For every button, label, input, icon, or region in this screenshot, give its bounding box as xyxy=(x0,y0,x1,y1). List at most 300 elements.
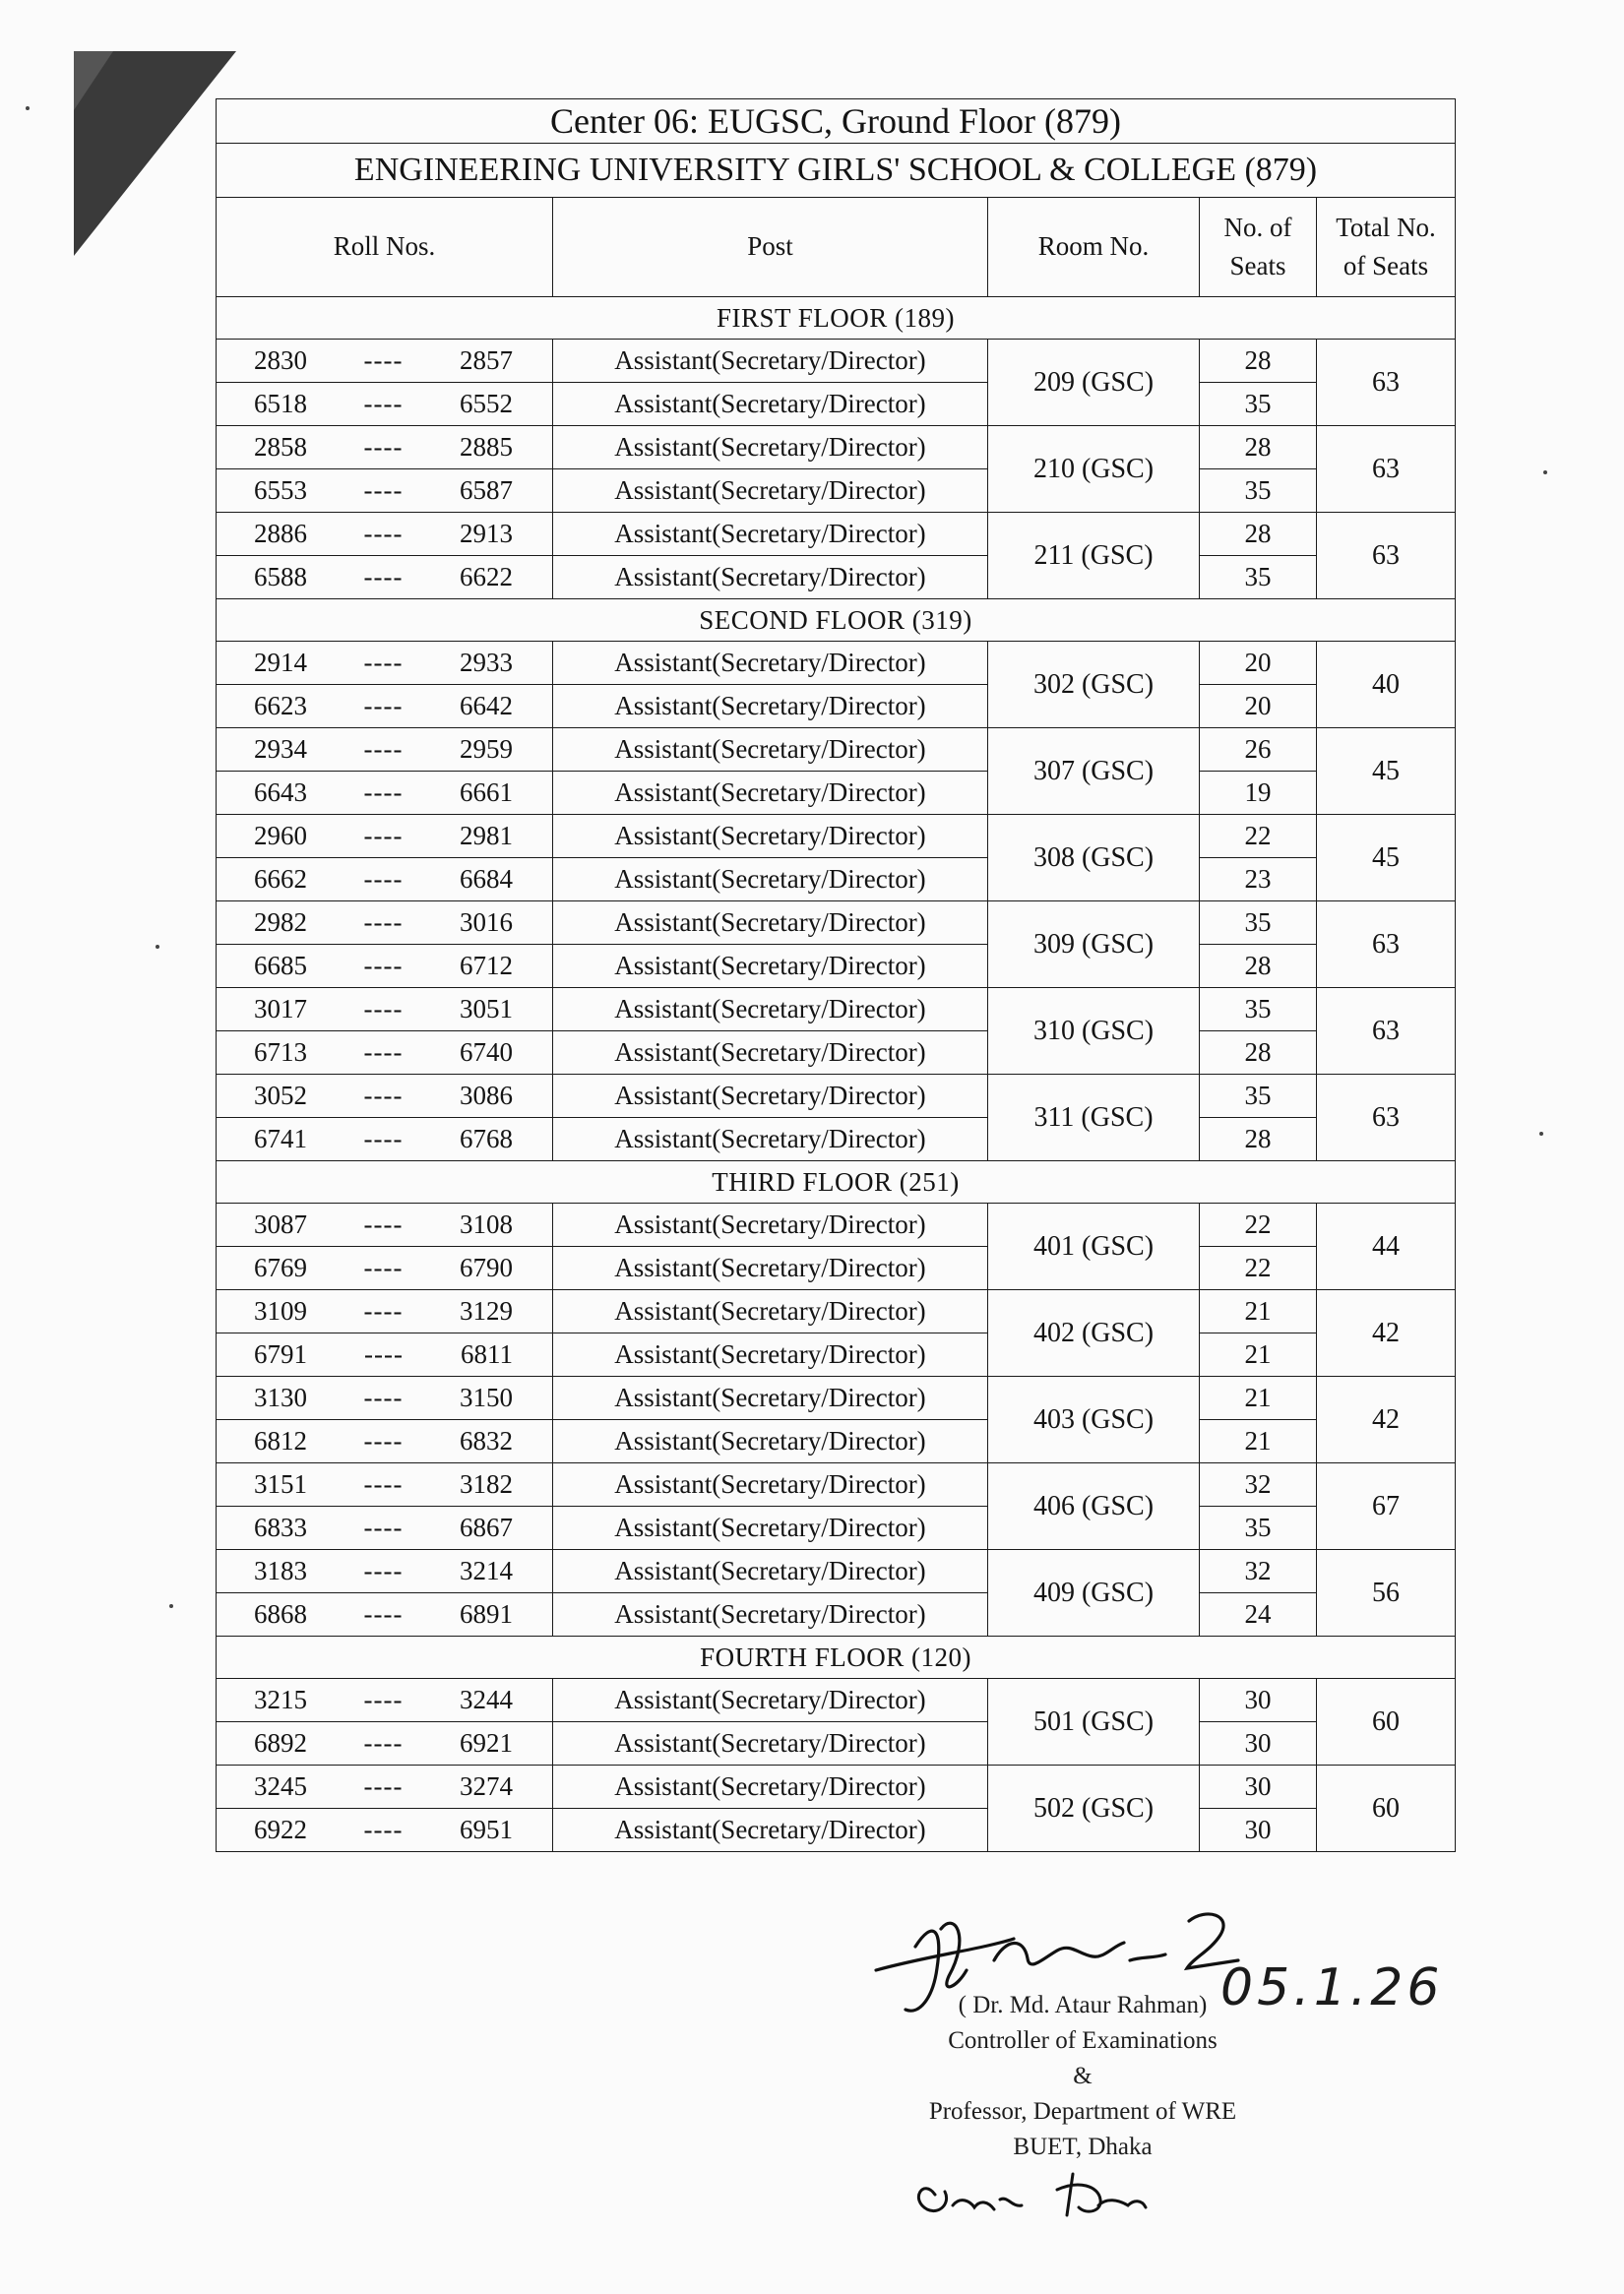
scan-corner-shadow xyxy=(74,51,236,256)
room-number-cell: 501 (GSC) xyxy=(988,1679,1200,1766)
header-post: Post xyxy=(553,198,988,297)
seats-cell: 28 xyxy=(1200,513,1317,556)
roll-from: 6623 xyxy=(254,691,307,720)
roll-range xyxy=(217,777,552,808)
header-no-of-seats xyxy=(1200,198,1317,297)
table-row xyxy=(217,556,1456,599)
roll-separator: ---- xyxy=(363,951,404,980)
table-row xyxy=(217,1722,1456,1766)
roll-range-cell xyxy=(217,685,553,728)
post-cell: Assistant(Secretary/Director) xyxy=(553,1722,988,1766)
post-cell: Assistant(Secretary/Director) xyxy=(553,1204,988,1247)
roll-separator: ---- xyxy=(363,907,404,937)
seats-cell: 28 xyxy=(1200,340,1317,383)
roll-separator: ---- xyxy=(363,1815,404,1844)
signatory-name: ( Dr. Md. Ataur Rahman) xyxy=(958,1992,1208,2018)
roll-range-cell xyxy=(217,1809,553,1852)
table-row xyxy=(217,513,1456,556)
roll-range-cell xyxy=(217,815,553,858)
roll-range xyxy=(217,1383,552,1413)
roll-range-cell xyxy=(217,383,553,426)
total-seats-cell: 63 xyxy=(1317,901,1456,988)
floor-heading: FOURTH FLOOR (120) xyxy=(217,1637,1456,1679)
roll-to: 6891 xyxy=(460,1599,513,1629)
post-cell: Assistant(Secretary/Director) xyxy=(553,1766,988,1809)
roll-range-cell xyxy=(217,1333,553,1377)
floor-heading-row xyxy=(217,297,1456,340)
table-row xyxy=(217,1679,1456,1722)
post-cell: Assistant(Secretary/Director) xyxy=(553,1463,988,1507)
roll-range xyxy=(217,907,552,938)
roll-from: 3215 xyxy=(254,1685,307,1714)
seats-cell: 22 xyxy=(1200,1204,1317,1247)
roll-separator: ---- xyxy=(364,1339,404,1369)
roll-separator: ---- xyxy=(363,1253,404,1282)
roll-range-cell xyxy=(217,1204,553,1247)
roll-to: 6552 xyxy=(460,389,513,418)
roll-to: 3016 xyxy=(460,907,513,937)
roll-range-cell xyxy=(217,642,553,685)
roll-range xyxy=(217,1469,552,1500)
seats-cell: 22 xyxy=(1200,1247,1317,1290)
table-row xyxy=(217,426,1456,469)
signatory-ampersand: & xyxy=(1073,2063,1093,2089)
table-row xyxy=(217,1550,1456,1593)
roll-range xyxy=(217,1513,552,1543)
post-cell: Assistant(Secretary/Director) xyxy=(553,901,988,945)
total-seats-cell: 63 xyxy=(1317,426,1456,513)
seats-cell: 32 xyxy=(1200,1463,1317,1507)
table-row xyxy=(217,1247,1456,1290)
roll-range xyxy=(217,734,552,765)
room-number-cell: 310 (GSC) xyxy=(988,988,1200,1075)
roll-range xyxy=(217,1339,552,1370)
center-title: Center 06: EUGSC, Ground Floor (879) xyxy=(217,99,1456,144)
table-row xyxy=(217,1420,1456,1463)
roll-from: 6553 xyxy=(254,475,307,505)
roll-to: 6622 xyxy=(460,562,513,591)
seats-cell: 21 xyxy=(1200,1290,1317,1333)
roll-from: 6812 xyxy=(254,1426,307,1456)
roll-from: 2858 xyxy=(254,432,307,462)
roll-range-cell xyxy=(217,1679,553,1722)
roll-separator: ---- xyxy=(363,1081,404,1110)
roll-separator: ---- xyxy=(363,475,404,505)
scan-speck xyxy=(156,945,159,949)
post-cell: Assistant(Secretary/Director) xyxy=(553,1075,988,1118)
seats-cell: 35 xyxy=(1200,901,1317,945)
table-row xyxy=(217,858,1456,901)
roll-range-cell xyxy=(217,1463,553,1507)
post-cell: Assistant(Secretary/Director) xyxy=(553,685,988,728)
roll-from: 3017 xyxy=(254,994,307,1023)
roll-from: 6588 xyxy=(254,562,307,591)
roll-to: 3129 xyxy=(460,1296,513,1326)
roll-range-cell xyxy=(217,1766,553,1809)
floor-heading-row xyxy=(217,1161,1456,1204)
table-row xyxy=(217,945,1456,988)
table-row xyxy=(217,383,1456,426)
roll-separator: ---- xyxy=(363,1426,404,1456)
roll-from: 3130 xyxy=(254,1383,307,1412)
floor-heading: FIRST FLOOR (189) xyxy=(217,297,1456,340)
total-seats-cell: 40 xyxy=(1317,642,1456,728)
table-row xyxy=(217,1507,1456,1550)
table-row xyxy=(217,1204,1456,1247)
roll-range-cell xyxy=(217,513,553,556)
roll-from: 3151 xyxy=(254,1469,307,1499)
total-seats-cell: 42 xyxy=(1317,1377,1456,1463)
seats-cell: 32 xyxy=(1200,1550,1317,1593)
header-total-seats xyxy=(1317,198,1456,297)
roll-range xyxy=(217,519,552,549)
room-number-cell: 406 (GSC) xyxy=(988,1463,1200,1550)
room-number-cell: 211 (GSC) xyxy=(988,513,1200,599)
roll-to: 6790 xyxy=(460,1253,513,1282)
header-seats-line2: Seats xyxy=(1229,251,1286,280)
seats-cell: 20 xyxy=(1200,685,1317,728)
roll-from: 6833 xyxy=(254,1513,307,1542)
table-row xyxy=(217,728,1456,772)
post-cell: Assistant(Secretary/Director) xyxy=(553,1247,988,1290)
total-seats-cell: 44 xyxy=(1317,1204,1456,1290)
roll-from: 6662 xyxy=(254,864,307,894)
roll-to: 6867 xyxy=(460,1513,513,1542)
roll-separator: ---- xyxy=(363,562,404,591)
post-cell: Assistant(Secretary/Director) xyxy=(553,1031,988,1075)
room-number-cell: 409 (GSC) xyxy=(988,1550,1200,1637)
room-number-cell: 403 (GSC) xyxy=(988,1377,1200,1463)
roll-range xyxy=(217,1815,552,1845)
roll-range xyxy=(217,951,552,981)
total-seats-cell: 60 xyxy=(1317,1679,1456,1766)
roll-from: 3087 xyxy=(254,1209,307,1239)
roll-separator: ---- xyxy=(363,345,404,375)
roll-range-cell xyxy=(217,1118,553,1161)
roll-to: 2885 xyxy=(460,432,513,462)
roll-to: 6951 xyxy=(460,1815,513,1844)
total-seats-cell: 63 xyxy=(1317,513,1456,599)
roll-to: 3108 xyxy=(460,1209,513,1239)
post-cell: Assistant(Secretary/Director) xyxy=(553,1507,988,1550)
seats-cell: 21 xyxy=(1200,1420,1317,1463)
roll-to: 3086 xyxy=(460,1081,513,1110)
roll-from: 2982 xyxy=(254,907,307,937)
roll-range-cell xyxy=(217,1290,553,1333)
roll-range-cell xyxy=(217,1031,553,1075)
seats-cell: 30 xyxy=(1200,1766,1317,1809)
seats-cell: 35 xyxy=(1200,1075,1317,1118)
roll-from: 3109 xyxy=(254,1296,307,1326)
roll-to: 2959 xyxy=(460,734,513,764)
roll-separator: ---- xyxy=(363,519,404,548)
roll-range-cell xyxy=(217,1247,553,1290)
post-cell: Assistant(Secretary/Director) xyxy=(553,858,988,901)
scan-speck xyxy=(26,106,30,110)
post-cell: Assistant(Secretary/Director) xyxy=(553,383,988,426)
seats-cell: 23 xyxy=(1200,858,1317,901)
roll-separator: ---- xyxy=(363,777,404,807)
roll-to: 6684 xyxy=(460,864,513,894)
roll-to: 6740 xyxy=(460,1037,513,1067)
table-row xyxy=(217,1377,1456,1420)
roll-from: 6892 xyxy=(254,1728,307,1758)
scan-speck xyxy=(169,1604,173,1608)
table-row xyxy=(217,1118,1456,1161)
roll-range-cell xyxy=(217,469,553,513)
post-cell: Assistant(Secretary/Director) xyxy=(553,1420,988,1463)
roll-to: 3150 xyxy=(460,1383,513,1412)
header-roll-nos: Roll Nos. xyxy=(217,198,553,297)
post-cell: Assistant(Secretary/Director) xyxy=(553,1809,988,1852)
header-room-no: Room No. xyxy=(988,198,1200,297)
table-row xyxy=(217,469,1456,513)
roll-to: 6642 xyxy=(460,691,513,720)
table-row xyxy=(217,815,1456,858)
roll-range-cell xyxy=(217,858,553,901)
roll-to: 3214 xyxy=(460,1556,513,1585)
roll-to: 6661 xyxy=(460,777,513,807)
seats-cell: 20 xyxy=(1200,642,1317,685)
post-cell: Assistant(Secretary/Director) xyxy=(553,426,988,469)
seats-cell: 35 xyxy=(1200,469,1317,513)
roll-range-cell xyxy=(217,1075,553,1118)
roll-separator: ---- xyxy=(363,994,404,1023)
seats-cell: 35 xyxy=(1200,988,1317,1031)
roll-range xyxy=(217,1209,552,1240)
roll-separator: ---- xyxy=(363,1209,404,1239)
roll-separator: ---- xyxy=(363,1383,404,1412)
roll-range xyxy=(217,1771,552,1802)
room-number-cell: 311 (GSC) xyxy=(988,1075,1200,1161)
roll-separator: ---- xyxy=(363,1513,404,1542)
scan-speck xyxy=(1539,1132,1543,1136)
roll-to: 2981 xyxy=(460,821,513,850)
roll-range xyxy=(217,1556,552,1586)
total-seats-cell: 56 xyxy=(1317,1550,1456,1637)
header-total-line1: Total No. xyxy=(1336,212,1436,242)
signatory-university: BUET, Dhaka xyxy=(1013,2134,1153,2160)
total-seats-cell: 42 xyxy=(1317,1290,1456,1377)
scan-speck xyxy=(1543,470,1547,474)
roll-from: 6741 xyxy=(254,1124,307,1153)
seats-cell: 28 xyxy=(1200,1031,1317,1075)
institution-row xyxy=(217,144,1456,198)
room-number-cell: 402 (GSC) xyxy=(988,1290,1200,1377)
room-number-cell: 307 (GSC) xyxy=(988,728,1200,815)
table-row xyxy=(217,988,1456,1031)
roll-separator: ---- xyxy=(363,1124,404,1153)
roll-from: 6922 xyxy=(254,1815,307,1844)
total-seats-cell: 63 xyxy=(1317,340,1456,426)
roll-to: 2857 xyxy=(460,345,513,375)
roll-separator: ---- xyxy=(363,691,404,720)
table-row xyxy=(217,1766,1456,1809)
table-row xyxy=(217,642,1456,685)
table-row xyxy=(217,1463,1456,1507)
initials-scribble xyxy=(906,2160,1201,2229)
signatory-department: Professor, Department of WRE xyxy=(928,2098,1237,2125)
floor-heading: THIRD FLOOR (251) xyxy=(217,1161,1456,1204)
roll-range xyxy=(217,1728,552,1759)
post-cell: Assistant(Secretary/Director) xyxy=(553,988,988,1031)
header-seats-line1: No. of xyxy=(1223,212,1292,242)
post-cell: Assistant(Secretary/Director) xyxy=(553,1377,988,1420)
total-seats-cell: 60 xyxy=(1317,1766,1456,1852)
post-cell: Assistant(Secretary/Director) xyxy=(553,513,988,556)
signature-date: 05.1.26 xyxy=(1220,1958,1444,2017)
table-row xyxy=(217,1809,1456,1852)
seats-cell: 26 xyxy=(1200,728,1317,772)
roll-separator: ---- xyxy=(363,1685,404,1714)
roll-range xyxy=(217,1124,552,1154)
roll-range-cell xyxy=(217,1377,553,1420)
roll-range xyxy=(217,994,552,1024)
roll-range-cell xyxy=(217,901,553,945)
room-number-cell: 210 (GSC) xyxy=(988,426,1200,513)
seats-cell: 35 xyxy=(1200,383,1317,426)
roll-from: 3052 xyxy=(254,1081,307,1110)
roll-from: 6791 xyxy=(254,1339,307,1369)
roll-separator: ---- xyxy=(363,1037,404,1067)
table-row xyxy=(217,1593,1456,1637)
roll-range xyxy=(217,1685,552,1715)
roll-to: 6587 xyxy=(460,475,513,505)
table-row xyxy=(217,1075,1456,1118)
roll-to: 6921 xyxy=(460,1728,513,1758)
roll-range-cell xyxy=(217,728,553,772)
post-cell: Assistant(Secretary/Director) xyxy=(553,945,988,988)
roll-range xyxy=(217,1081,552,1111)
room-number-cell: 401 (GSC) xyxy=(988,1204,1200,1290)
post-cell: Assistant(Secretary/Director) xyxy=(553,772,988,815)
roll-to: 6768 xyxy=(460,1124,513,1153)
post-cell: Assistant(Secretary/Director) xyxy=(553,1118,988,1161)
total-seats-cell: 63 xyxy=(1317,988,1456,1075)
roll-range-cell xyxy=(217,1593,553,1637)
total-seats-cell: 45 xyxy=(1317,815,1456,901)
post-cell: Assistant(Secretary/Director) xyxy=(553,1593,988,1637)
roll-separator: ---- xyxy=(363,432,404,462)
room-number-cell: 302 (GSC) xyxy=(988,642,1200,728)
seats-cell: 35 xyxy=(1200,556,1317,599)
roll-range xyxy=(217,475,552,506)
seats-cell: 30 xyxy=(1200,1722,1317,1766)
table-row xyxy=(217,1333,1456,1377)
signature-block xyxy=(846,1899,1444,2234)
roll-separator: ---- xyxy=(363,864,404,894)
roll-range xyxy=(217,432,552,463)
roll-range xyxy=(217,1253,552,1283)
roll-from: 6868 xyxy=(254,1599,307,1629)
seats-cell: 35 xyxy=(1200,1507,1317,1550)
seats-cell: 21 xyxy=(1200,1333,1317,1377)
roll-range xyxy=(217,389,552,419)
seat-plan-table xyxy=(216,98,1456,1852)
roll-separator: ---- xyxy=(363,1556,404,1585)
roll-range-cell xyxy=(217,1507,553,1550)
roll-range-cell xyxy=(217,556,553,599)
post-cell: Assistant(Secretary/Director) xyxy=(553,1550,988,1593)
room-number-cell: 502 (GSC) xyxy=(988,1766,1200,1852)
roll-from: 2886 xyxy=(254,519,307,548)
roll-separator: ---- xyxy=(363,648,404,677)
roll-range-cell xyxy=(217,426,553,469)
roll-to: 3244 xyxy=(460,1685,513,1714)
signatory-title: Controller of Examinations xyxy=(948,2027,1218,2054)
seat-plan-body xyxy=(217,99,1456,1852)
roll-range-cell xyxy=(217,772,553,815)
roll-from: 6518 xyxy=(254,389,307,418)
post-cell: Assistant(Secretary/Director) xyxy=(553,1333,988,1377)
post-cell: Assistant(Secretary/Director) xyxy=(553,642,988,685)
room-number-cell: 209 (GSC) xyxy=(988,340,1200,426)
seats-cell: 30 xyxy=(1200,1679,1317,1722)
roll-to: 2913 xyxy=(460,519,513,548)
institution-title: ENGINEERING UNIVERSITY GIRLS' SCHOOL & COLLEGE (879) xyxy=(217,144,1456,198)
roll-from: 6643 xyxy=(254,777,307,807)
roll-from: 6713 xyxy=(254,1037,307,1067)
table-row xyxy=(217,1290,1456,1333)
roll-range-cell xyxy=(217,988,553,1031)
roll-range xyxy=(217,1296,552,1327)
post-cell: Assistant(Secretary/Director) xyxy=(553,1679,988,1722)
seats-cell: 28 xyxy=(1200,426,1317,469)
roll-range-cell xyxy=(217,945,553,988)
roll-from: 6685 xyxy=(254,951,307,980)
roll-separator: ---- xyxy=(363,1771,404,1801)
center-title-row xyxy=(217,99,1456,144)
roll-range xyxy=(217,691,552,721)
seats-cell: 28 xyxy=(1200,1118,1317,1161)
header-total-line2: of Seats xyxy=(1343,251,1429,280)
roll-range xyxy=(217,864,552,895)
total-seats-cell: 63 xyxy=(1317,1075,1456,1161)
signatory-details xyxy=(846,1988,1319,2165)
roll-range-cell xyxy=(217,1550,553,1593)
table-row xyxy=(217,772,1456,815)
roll-to: 2933 xyxy=(460,648,513,677)
roll-separator: ---- xyxy=(363,821,404,850)
roll-separator: ---- xyxy=(363,1728,404,1758)
roll-separator: ---- xyxy=(363,389,404,418)
room-number-cell: 309 (GSC) xyxy=(988,901,1200,988)
roll-separator: ---- xyxy=(363,1296,404,1326)
seats-cell: 21 xyxy=(1200,1377,1317,1420)
roll-separator: ---- xyxy=(363,734,404,764)
roll-to: 3051 xyxy=(460,994,513,1023)
roll-range xyxy=(217,562,552,592)
roll-range xyxy=(217,1426,552,1457)
post-cell: Assistant(Secretary/Director) xyxy=(553,340,988,383)
seats-cell: 28 xyxy=(1200,945,1317,988)
floor-heading-row xyxy=(217,599,1456,642)
seats-cell: 19 xyxy=(1200,772,1317,815)
roll-from: 2830 xyxy=(254,345,307,375)
roll-from: 6769 xyxy=(254,1253,307,1282)
table-row xyxy=(217,1031,1456,1075)
post-cell: Assistant(Secretary/Director) xyxy=(553,815,988,858)
roll-range xyxy=(217,345,552,376)
roll-range xyxy=(217,1037,552,1068)
roll-separator: ---- xyxy=(363,1469,404,1499)
roll-from: 2934 xyxy=(254,734,307,764)
post-cell: Assistant(Secretary/Director) xyxy=(553,469,988,513)
roll-to: 3182 xyxy=(460,1469,513,1499)
table-row xyxy=(217,340,1456,383)
floor-heading-row xyxy=(217,1637,1456,1679)
post-cell: Assistant(Secretary/Director) xyxy=(553,1290,988,1333)
